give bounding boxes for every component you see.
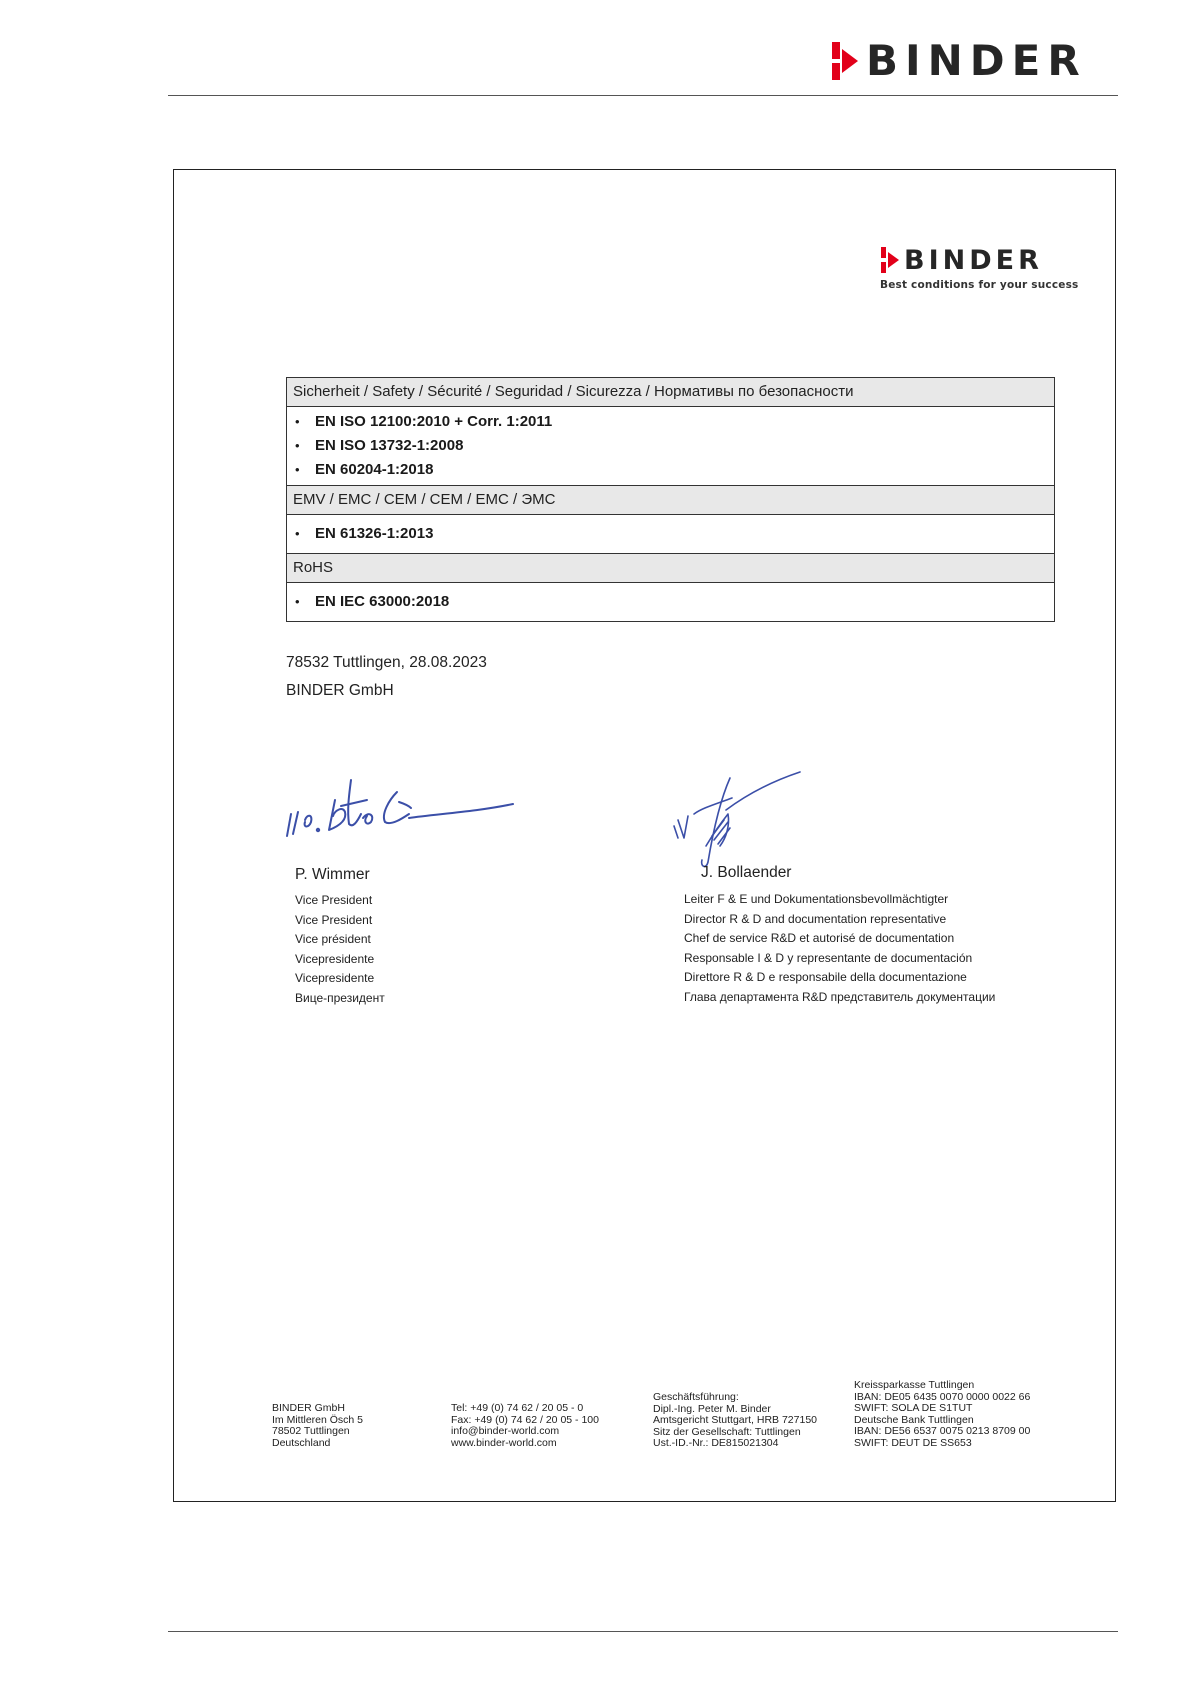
brand-tagline: Best conditions for your success <box>880 279 1079 291</box>
footer-line: SWIFT: DEUT DE SS653 <box>854 1436 972 1449</box>
header-logo-text: BINDER <box>866 36 1087 85</box>
signature-wimmer <box>285 770 525 845</box>
standard-item: • EN 60204-1:2018 <box>293 458 1048 482</box>
footer-line: 78502 Tuttlingen <box>272 1425 350 1437</box>
footer-website[interactable]: www.binder-world.com <box>451 1436 557 1449</box>
footer-line: IBAN: DE05 6435 0070 0000 0022 66 <box>854 1390 1031 1403</box>
footer-divider <box>168 1631 1118 1632</box>
footer-line: Amtsgericht Stuttgart, HRB 727150 <box>653 1414 817 1426</box>
role-line: Vice président <box>295 932 371 946</box>
signatory-roles <box>684 890 995 1007</box>
binder-arrow-icon <box>880 246 900 274</box>
standard-item: • EN ISO 12100:2010 + Corr. 1:2011 <box>293 410 1048 434</box>
header-logo <box>830 36 1087 85</box>
footer-line: Dipl.-Ing. Peter M. Binder <box>653 1402 771 1415</box>
footer-bank <box>854 1380 1030 1449</box>
footer-management <box>653 1392 817 1450</box>
section-body-safety <box>287 407 1054 486</box>
company-name: BINDER GmbH <box>286 682 394 699</box>
footer-email[interactable]: info@binder-world.com <box>451 1425 560 1437</box>
footer-line: Fax: +49 (0) 74 62 / 20 05 - 100 <box>451 1413 599 1426</box>
role-line: Вице-президент <box>295 990 385 1005</box>
footer-line: Deutsche Bank Tuttlingen <box>854 1413 974 1426</box>
footer-line: Im Mittleren Ösch 5 <box>272 1413 364 1426</box>
role-line: Direttore R & D e responsabile della documentazione <box>684 970 967 984</box>
role-line: Responsable I & D y representante de documentación <box>684 950 973 965</box>
role-line: Vicepresidente <box>295 971 375 985</box>
section-heading-emc: EMV / EMC / CEM / CEM / EMC / ЭМС <box>287 486 1054 515</box>
role-line: Chef de service R&D et autorisé de documentation <box>684 931 955 945</box>
footer-line: Kreissparkasse Tuttlingen <box>854 1379 975 1391</box>
footer-line: Ust.-ID.-Nr.: DE815021304 <box>653 1437 779 1449</box>
standards-table <box>286 377 1055 622</box>
standard-item: • EN 61326-1:2013 <box>293 522 1048 546</box>
signatory-name: P. Wimmer <box>295 866 370 883</box>
section-heading-safety: Sicherheit / Safety / Sécurité / Seguridad / Sicurezza / Нормативы по безопасности <box>287 378 1054 407</box>
signature-bollaender <box>670 766 810 876</box>
signatory-name: J. Bollaender <box>701 864 792 881</box>
role-line: Vice President <box>295 912 373 927</box>
standard-item: • EN IEC 63000:2018 <box>293 590 1048 614</box>
footer-address <box>272 1403 363 1449</box>
footer-line: Sitz der Gesellschaft: Tuttlingen <box>653 1425 801 1438</box>
certificate-logo <box>880 246 1078 291</box>
section-body-rohs <box>287 583 1054 621</box>
signatory-roles <box>295 891 385 1008</box>
certificate-logo-text: BINDER <box>904 244 1043 276</box>
footer-line: Tel: +49 (0) 74 62 / 20 05 - 0 <box>451 1402 584 1414</box>
role-line: Director R & D and documentation representative <box>684 911 947 926</box>
role-line: Vicepresidente <box>295 951 375 966</box>
footer-contact <box>451 1403 599 1449</box>
footer-line: Geschäftsführung: <box>653 1391 739 1403</box>
standard-item: • EN ISO 13732-1:2008 <box>293 434 1048 458</box>
section-heading-rohs: RoHS <box>287 554 1054 583</box>
header-divider <box>168 95 1118 96</box>
footer-line: BINDER GmbH <box>272 1402 345 1414</box>
role-line: Leiter F & E und Dokumentationsbevollmächtigter <box>684 892 949 906</box>
role-line: Глава департамента R&D представитель документации <box>684 989 996 1004</box>
footer-line: IBAN: DE56 6537 0075 0213 8709 00 <box>854 1425 1031 1437</box>
binder-arrow-icon <box>830 40 860 82</box>
place-date: 78532 Tuttlingen, 28.08.2023 <box>286 654 487 671</box>
role-line: Vice President <box>295 893 373 907</box>
section-body-emc <box>287 515 1054 554</box>
footer-line: SWIFT: SOLA DE S1TUT <box>854 1402 973 1414</box>
footer-line: Deutschland <box>272 1436 331 1449</box>
